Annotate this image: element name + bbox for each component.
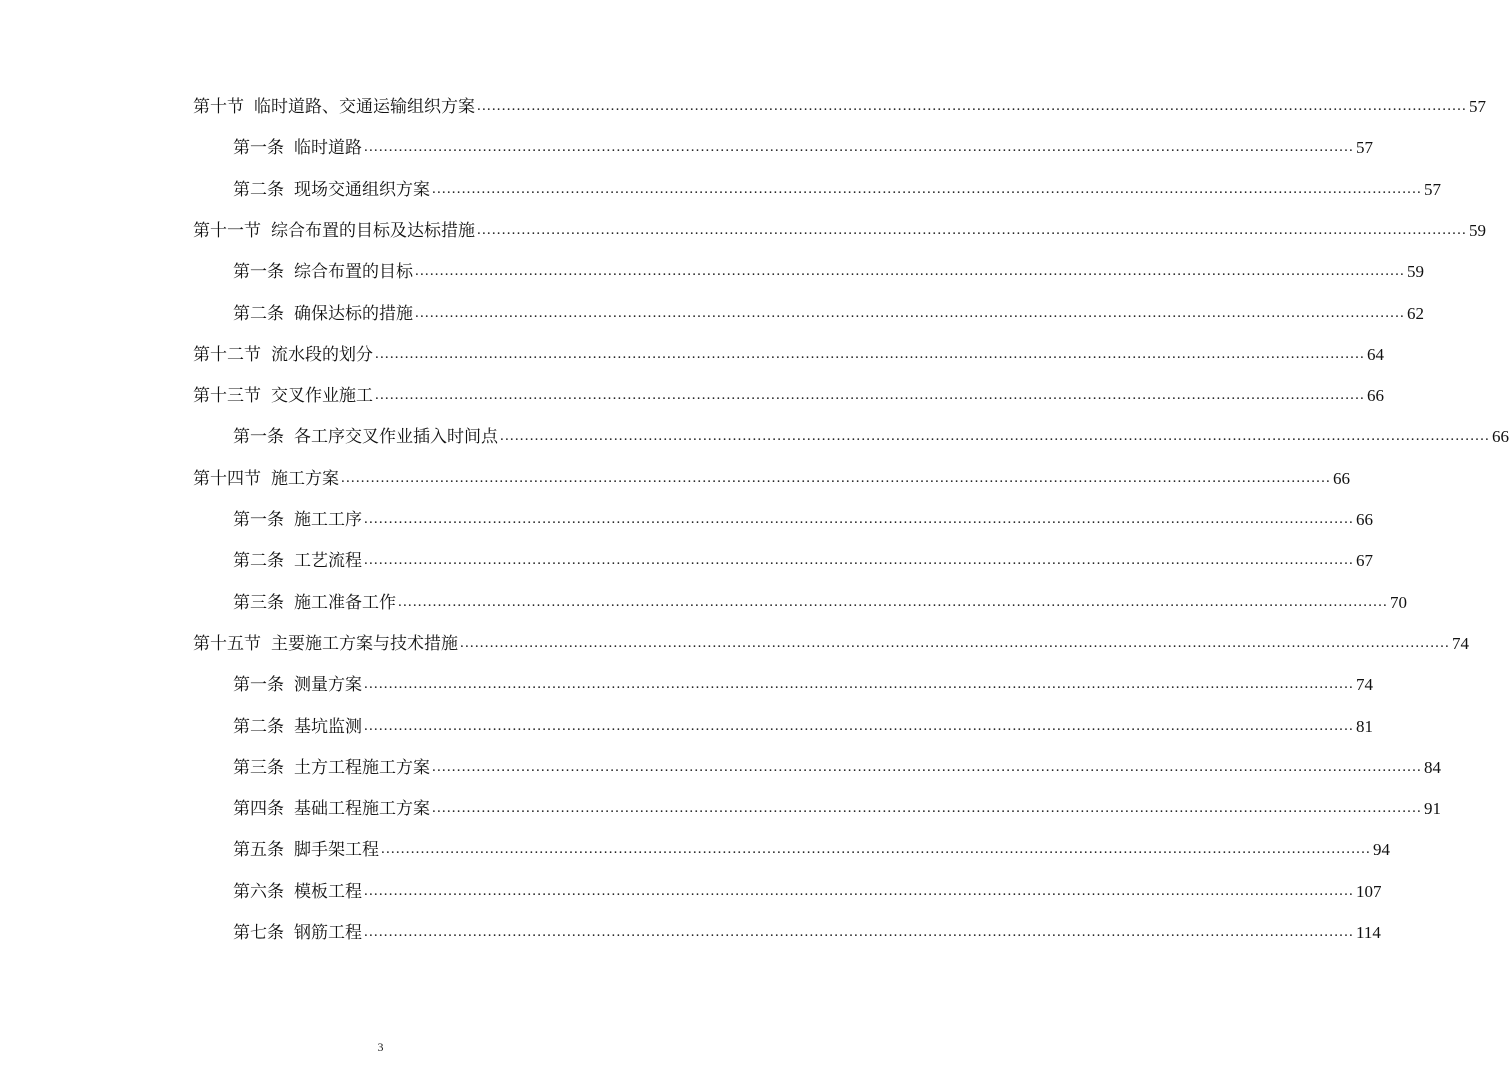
toc-leader-dots: ........................................................................................................................................................................................................ — [432, 180, 1422, 197]
toc-entry-page: 66 — [1492, 427, 1509, 447]
toc-entry-page: 70 — [1390, 592, 1407, 612]
page-number: 3 — [377, 1040, 384, 1054]
toc-entry[interactable] — [193, 92, 1486, 118]
toc-entry-number: 第一条 — [233, 510, 284, 530]
toc-entry-number: 第十五节 — [193, 633, 261, 654]
toc-entry-title: 流水段的划分 — [271, 344, 373, 365]
toc-entry[interactable] — [233, 299, 1424, 325]
toc-entry-title: 主要施工方案与技术措施 — [271, 633, 458, 654]
toc-entry-label — [233, 716, 362, 738]
toc-entry-title: 现场交通组织方案 — [294, 179, 430, 200]
toc-entry-title: 工艺流程 — [294, 551, 362, 572]
toc-entry[interactable] — [233, 712, 1373, 738]
toc-entry[interactable] — [233, 422, 1509, 448]
toc-entry-number: 第十二节 — [193, 344, 261, 365]
toc-entry[interactable] — [233, 133, 1373, 159]
toc-entry-title: 确保达标的措施 — [294, 303, 413, 324]
toc-leader-dots: ........................................................................................................................................................................................................ — [341, 469, 1331, 486]
toc-entry-label — [233, 261, 413, 283]
toc-entry-number: 第二条 — [233, 179, 284, 200]
toc-entry-number: 第一条 — [233, 262, 284, 283]
toc-entry-title: 临时道路 — [294, 138, 362, 159]
toc-entry-title: 交叉作业施工 — [271, 386, 373, 407]
toc-entry-label — [233, 674, 362, 696]
toc-leader-dots: ........................................................................................................................................................................................................ — [364, 552, 1354, 569]
toc-leader-dots: ........................................................................................................................................................................................................ — [375, 387, 1365, 404]
toc-entry[interactable] — [193, 381, 1384, 407]
toc-entry-page: 91 — [1424, 799, 1441, 819]
toc-entry-label — [233, 179, 430, 201]
toc-entry-page: 59 — [1407, 262, 1424, 282]
toc-entry-page: 62 — [1407, 303, 1424, 323]
toc-leader-dots: ........................................................................................................................................................................................................ — [381, 841, 1371, 858]
toc-entry-number: 第一条 — [233, 138, 284, 159]
toc-entry[interactable] — [233, 257, 1424, 283]
toc-entry-page: 66 — [1367, 386, 1384, 406]
toc-entry[interactable] — [193, 216, 1486, 242]
toc-entry[interactable] — [233, 794, 1441, 820]
toc-entry-label — [233, 592, 396, 614]
toc-entry[interactable] — [233, 918, 1381, 944]
toc-entry[interactable] — [233, 670, 1373, 696]
toc-entry-title: 脚手架工程 — [294, 840, 379, 861]
toc-entry-number: 第二条 — [233, 716, 284, 737]
toc-leader-dots: ........................................................................................................................................................................................................ — [500, 428, 1490, 445]
toc-leader-dots: ........................................................................................................................................................................................................ — [364, 139, 1354, 156]
toc-leader-dots: ........................................................................................................................................................................................................ — [364, 924, 1354, 940]
toc-entry-number: 第四条 — [233, 799, 284, 820]
toc-entry-label — [193, 96, 475, 118]
toc-entry-label — [233, 303, 413, 325]
toc-entry-page: 66 — [1356, 510, 1373, 529]
toc-leader-dots: ........................................................................................................................................................................................................ — [375, 345, 1365, 362]
toc-entry-title: 各工序交叉作业插入时间点 — [294, 427, 498, 448]
toc-entry-number: 第五条 — [233, 840, 284, 861]
toc-entry-number: 第一条 — [233, 427, 284, 448]
toc-entry-label — [193, 468, 339, 490]
toc-entry-page: 57 — [1356, 138, 1373, 158]
toc-leader-dots: ........................................................................................................................................................................................................ — [364, 676, 1354, 693]
toc-entry-page: 84 — [1424, 757, 1441, 777]
toc-entry-title: 综合布置的目标及达标措施 — [271, 220, 475, 241]
toc-entry-label — [233, 137, 362, 159]
toc-entry-number: 第三条 — [233, 757, 284, 778]
toc-entry-label — [233, 757, 430, 779]
toc-entry-page: 74 — [1356, 675, 1373, 695]
toc-entry[interactable] — [233, 588, 1407, 614]
toc-entry-number: 第二条 — [233, 551, 284, 572]
toc-entry-label — [193, 385, 373, 407]
toc-entry[interactable] — [233, 835, 1390, 861]
toc-leader-dots: ........................................................................................................................................................................................................ — [398, 593, 1388, 610]
toc-entry-title: 施工方案 — [271, 468, 339, 489]
toc-entry[interactable] — [233, 877, 1382, 903]
toc-entry-label — [233, 839, 379, 861]
toc-leader-dots: ........................................................................................................................................................................................................ — [364, 511, 1354, 527]
toc-entry-title: 模板工程 — [294, 881, 362, 902]
toc-entry[interactable] — [193, 629, 1469, 655]
toc-leader-dots: ........................................................................................................................................................................................................ — [415, 263, 1405, 280]
toc-leader-dots: ........................................................................................................................................................................................................ — [460, 634, 1450, 651]
toc-entry-label — [193, 633, 458, 655]
toc-entry-number: 第七条 — [233, 923, 284, 943]
toc-leader-dots: ........................................................................................................................................................................................................ — [364, 882, 1354, 899]
toc-entry-page: 66 — [1333, 468, 1350, 488]
toc-entry-title: 基础工程施工方案 — [294, 799, 430, 820]
toc-entry-page: 67 — [1356, 551, 1373, 571]
toc-entry-title: 钢筋工程 — [294, 923, 362, 943]
toc-entry-label — [233, 426, 498, 448]
toc-entry-number: 第十四节 — [193, 468, 261, 489]
toc-entry-title: 施工准备工作 — [294, 592, 396, 613]
toc-entry-label — [233, 922, 362, 944]
toc-leader-dots: ........................................................................................................................................................................................................ — [415, 304, 1405, 321]
toc-entry-page: 59 — [1469, 220, 1486, 240]
toc-entry-page: 57 — [1469, 97, 1486, 116]
toc-entry-page: 107 — [1356, 881, 1382, 901]
toc-entry-page: 74 — [1452, 633, 1469, 653]
toc-entry-page: 114 — [1356, 923, 1381, 942]
toc-entry-label — [233, 798, 430, 820]
toc-entry-title: 土方工程施工方案 — [294, 757, 430, 778]
toc-entry-title: 施工工序 — [294, 510, 362, 530]
toc-leader-dots: ........................................................................................................................................................................................................ — [432, 800, 1422, 817]
toc-entry-title: 综合布置的目标 — [294, 262, 413, 283]
toc-entry-number: 第十三节 — [193, 386, 261, 407]
toc-entry-number: 第三条 — [233, 592, 284, 613]
toc-entry-label — [233, 509, 362, 531]
toc-entry-label — [193, 344, 373, 366]
toc-entry-page: 94 — [1373, 840, 1390, 860]
toc-entry-number: 第一条 — [233, 675, 284, 696]
toc-leader-dots: ........................................................................................................................................................................................................ — [364, 717, 1354, 734]
toc-leader-dots: ........................................................................................................................................................................................................ — [477, 221, 1467, 238]
toc-entry-number: 第十一节 — [193, 220, 261, 241]
toc-entry[interactable] — [233, 546, 1373, 572]
toc-entry[interactable] — [233, 505, 1373, 531]
toc-entry-label — [233, 881, 362, 903]
toc-entry-page: 57 — [1424, 179, 1441, 199]
toc-entry-label — [193, 220, 475, 242]
toc-entry-number: 第十节 — [193, 97, 244, 117]
toc-entry-page: 64 — [1367, 344, 1384, 364]
toc-entry-title: 基坑监测 — [294, 716, 362, 737]
toc-entry[interactable] — [193, 464, 1350, 490]
toc-leader-dots: ........................................................................................................................................................................................................ — [432, 758, 1422, 775]
toc-entry-title: 测量方案 — [294, 675, 362, 696]
toc-leader-dots: ........................................................................................................................................................................................................ — [477, 98, 1467, 114]
toc-entry-number: 第六条 — [233, 881, 284, 902]
toc-entry[interactable] — [233, 175, 1441, 201]
toc-entry-label — [233, 550, 362, 572]
toc-entry-page: 81 — [1356, 716, 1373, 736]
toc-entry-number: 第二条 — [233, 303, 284, 324]
toc-entry[interactable] — [193, 340, 1384, 366]
toc-entry-title: 临时道路、交通运输组织方案 — [254, 97, 475, 117]
toc-entry[interactable] — [233, 753, 1441, 779]
